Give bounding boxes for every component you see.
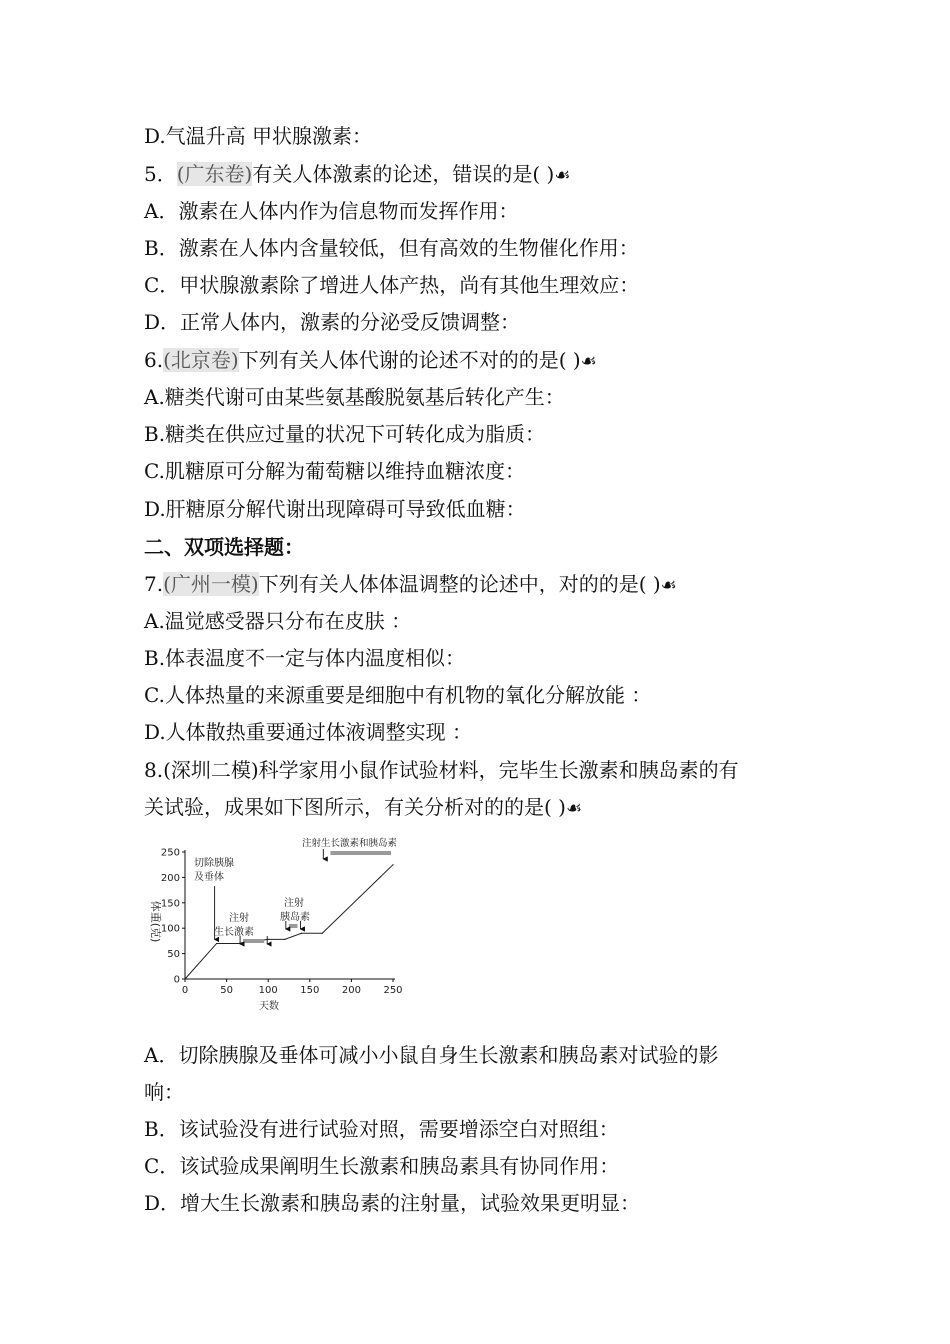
- q8-option-d: D．增大生长激素和胰岛素的注射量，试验效果更明显：: [144, 1191, 641, 1215]
- q8-option-b: B．该试验没有进行试验对照，需要增添空白对照组：: [144, 1117, 619, 1141]
- q7-source: (广州一模): [163, 572, 259, 596]
- x-tick-label: 50: [220, 985, 233, 996]
- y-tick-label: 200: [160, 872, 180, 884]
- data-point: [301, 933, 302, 934]
- x-tick-label: 150: [300, 985, 320, 996]
- q8-option-c: C．该试验成果阐明生长激素和胰岛素具有协同作用：: [144, 1154, 620, 1178]
- y-axis-label: 体重(克): [149, 900, 162, 943]
- q8-option-a: A．切除胰腺及垂体可减小小鼠自身生长激素和胰岛素对试验的影: [144, 1043, 719, 1067]
- annotation-bar: [243, 939, 264, 943]
- data-point: [322, 933, 323, 934]
- q6-number: 6.: [144, 348, 164, 372]
- q7-stem: [144, 572, 824, 598]
- data-point: [284, 939, 285, 940]
- annotation-label: 切除胰腺: [194, 858, 234, 869]
- annotation-label: 及垂体: [194, 872, 224, 883]
- q5-option-b: B．激素在人体内含量较低，但有高效的生物催化作用：: [144, 236, 639, 260]
- q5-option-d: D．正常人体内，激素的分泌受反馈调整：: [144, 310, 521, 334]
- fleuron-icon: ☙: [660, 575, 677, 596]
- x-tick-label: 200: [341, 985, 361, 996]
- annotation-label: 生长激素: [214, 927, 254, 938]
- q5-source: (广东卷): [176, 162, 253, 186]
- y-tick-label: 0: [173, 974, 180, 986]
- annotation-label: 胰岛素: [280, 912, 310, 923]
- annotation-bar: [330, 851, 391, 855]
- q8-stem-text: 关试验，成果如下图所示，有关分析对的的是( ): [144, 795, 566, 819]
- q7-option-d: D.人体散热重要通过体液调整实现 ：: [144, 720, 473, 744]
- data-point: [392, 864, 393, 865]
- weight-chart: [144, 836, 434, 1021]
- q7-option-b: B.体表温度不一定与体内温度相似：: [144, 646, 466, 670]
- data-point: [184, 978, 185, 979]
- q7-option-a: A.温觉感受器只分布在皮肤 ：: [144, 609, 412, 633]
- q5-number: 5．: [144, 162, 177, 186]
- annotation-label: 注射: [229, 913, 249, 924]
- x-axis-label: 天数: [259, 1001, 279, 1012]
- annotation-label: 注射: [284, 898, 304, 909]
- weight-chart-svg: [144, 836, 434, 1021]
- q5-stem: [144, 162, 824, 188]
- q6-option-c: C.肌糖原可分解为葡萄糖以维持血糖浓度：: [144, 459, 525, 483]
- data-point: [216, 943, 217, 944]
- x-tick-label: 100: [258, 985, 278, 996]
- data-point: [268, 939, 269, 940]
- q6-source: (北京卷): [163, 348, 239, 372]
- y-tick-label: 250: [160, 847, 180, 859]
- q6-option-b: B.糖类在供应过量的状况下可转化成为脂质：: [144, 422, 546, 446]
- q7-option-c: C.人体热量的来源重要是细胞中有机物的氧化分解放能 ：: [144, 683, 652, 707]
- q8-option-a-cont: 响：: [144, 1080, 184, 1104]
- y-tick-label: 100: [160, 923, 180, 935]
- q8-stem-line2: [144, 795, 824, 821]
- fleuron-icon: ☙: [580, 351, 597, 372]
- q4-option-d: D.气温升高 甲状腺激素：: [144, 124, 373, 148]
- section-heading: 二、双项选择题：: [144, 535, 304, 559]
- fleuron-icon: ☙: [554, 165, 571, 186]
- q5-stem-text: 有关人体激素的论述，错误的是( ): [252, 162, 555, 186]
- y-tick-label: 150: [160, 898, 180, 910]
- q6-option-d: D.肝糖原分解代谢出现障碍可导致低血糖：: [144, 497, 526, 521]
- q6-stem-text: 下列有关人体代谢的论述不对的的是( ): [238, 348, 581, 372]
- fleuron-icon: ☙: [565, 798, 583, 819]
- x-tick-label: 0: [181, 985, 189, 996]
- q5-option-a: A．激素在人体内作为信息物而发挥作用：: [144, 199, 519, 223]
- data-point: [238, 943, 239, 944]
- q7-stem-text: 下列有关人体体温调整的论述中，对的的是( ): [258, 572, 661, 596]
- y-tick-label: 50: [167, 949, 180, 961]
- q7-number: 7.: [144, 572, 164, 596]
- annotation-bar: [289, 924, 298, 928]
- q6-option-a: A.糖类代谢可由某些氨基酸脱氨基后转化产生：: [144, 385, 565, 409]
- q6-stem: [144, 348, 824, 374]
- q8-stem-line1: 8.(深圳二模)科学家用小鼠作试验材料，完毕生长激素和胰岛素的有: [144, 758, 739, 782]
- annotation-label: 注射生长激素和胰岛素: [302, 838, 398, 849]
- x-tick-label: 250: [383, 985, 403, 996]
- q5-option-c: C．甲状腺激素除了增进人体产热，尚有其他生理效应：: [144, 273, 640, 297]
